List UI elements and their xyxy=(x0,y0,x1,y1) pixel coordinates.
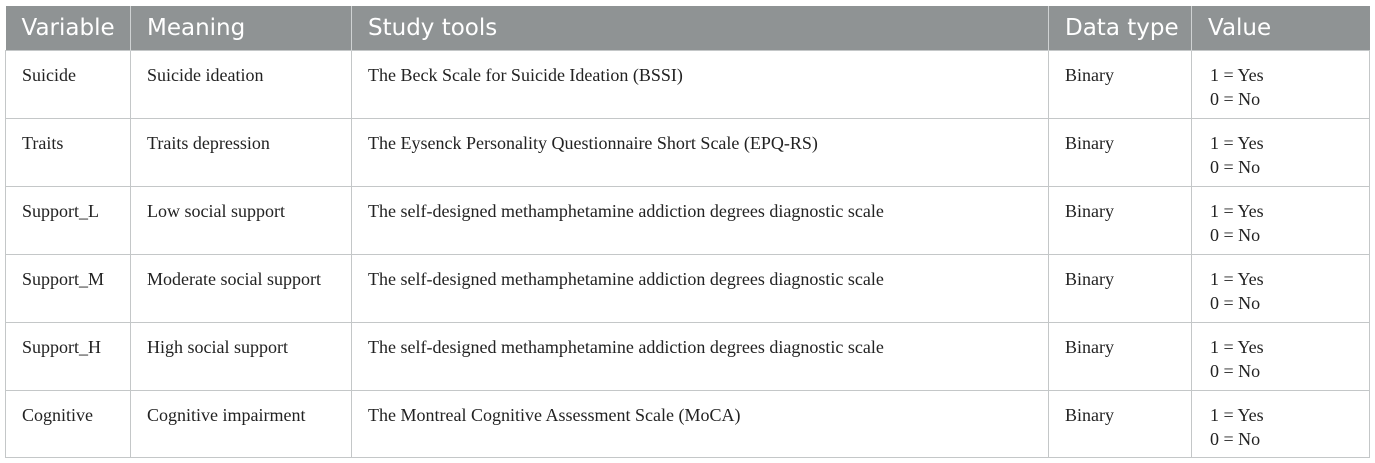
table-row xyxy=(6,391,1370,458)
value-no: 0 = No xyxy=(1210,429,1261,449)
value-no: 0 = No xyxy=(1210,225,1261,245)
cell-study-tool: The self-designed methamphetamine addiction degrees diagnostic scale xyxy=(352,323,1049,391)
cell-value xyxy=(1192,119,1370,187)
cell-data-type: Binary xyxy=(1049,119,1192,187)
cell-meaning: Low social support xyxy=(131,187,352,255)
value-yes: 1 = Yes xyxy=(1210,337,1264,357)
value-yes: 1 = Yes xyxy=(1210,269,1264,289)
cell-meaning: Cognitive impairment xyxy=(131,391,352,458)
cell-value xyxy=(1192,255,1370,323)
table-row xyxy=(6,119,1370,187)
cell-study-tool: The Montreal Cognitive Assessment Scale (MoCA) xyxy=(352,391,1049,458)
header-study-tools: Study tools xyxy=(352,6,1049,51)
cell-value xyxy=(1192,51,1370,119)
cell-study-tool: The self-designed methamphetamine addiction degrees diagnostic scale xyxy=(352,187,1049,255)
table-row xyxy=(6,255,1370,323)
header-value: Value xyxy=(1192,6,1370,51)
cell-value xyxy=(1192,323,1370,391)
cell-value xyxy=(1192,187,1370,255)
header-data-type: Data type xyxy=(1049,6,1192,51)
cell-data-type: Binary xyxy=(1049,255,1192,323)
cell-variable: Support_L xyxy=(6,187,131,255)
value-no: 0 = No xyxy=(1210,89,1261,109)
cell-meaning: Moderate social support xyxy=(131,255,352,323)
cell-data-type: Binary xyxy=(1049,187,1192,255)
table-row xyxy=(6,323,1370,391)
cell-meaning: Suicide ideation xyxy=(131,51,352,119)
cell-study-tool: The self-designed methamphetamine addiction degrees diagnostic scale xyxy=(352,255,1049,323)
value-yes: 1 = Yes xyxy=(1210,405,1264,425)
table-header-row xyxy=(6,6,1370,51)
table-row xyxy=(6,51,1370,119)
cell-variable: Traits xyxy=(6,119,131,187)
cell-study-tool: The Eysenck Personality Questionnaire Short Scale (EPQ-RS) xyxy=(352,119,1049,187)
cell-value xyxy=(1192,391,1370,458)
cell-data-type: Binary xyxy=(1049,323,1192,391)
cell-variable: Suicide xyxy=(6,51,131,119)
value-no: 0 = No xyxy=(1210,293,1261,313)
cell-variable: Support_H xyxy=(6,323,131,391)
cell-meaning: Traits depression xyxy=(131,119,352,187)
value-yes: 1 = Yes xyxy=(1210,133,1264,153)
value-yes: 1 = Yes xyxy=(1210,201,1264,221)
cell-variable: Cognitive xyxy=(6,391,131,458)
value-no: 0 = No xyxy=(1210,361,1261,381)
cell-variable: Support_M xyxy=(6,255,131,323)
cell-data-type: Binary xyxy=(1049,51,1192,119)
value-yes: 1 = Yes xyxy=(1210,65,1264,85)
header-meaning: Meaning xyxy=(131,6,352,51)
value-no: 0 = No xyxy=(1210,157,1261,177)
cell-meaning: High social support xyxy=(131,323,352,391)
variables-table xyxy=(5,6,1370,458)
cell-study-tool: The Beck Scale for Suicide Ideation (BSSI) xyxy=(352,51,1049,119)
cell-data-type: Binary xyxy=(1049,391,1192,458)
table-row xyxy=(6,187,1370,255)
header-variable: Variable xyxy=(6,6,131,51)
